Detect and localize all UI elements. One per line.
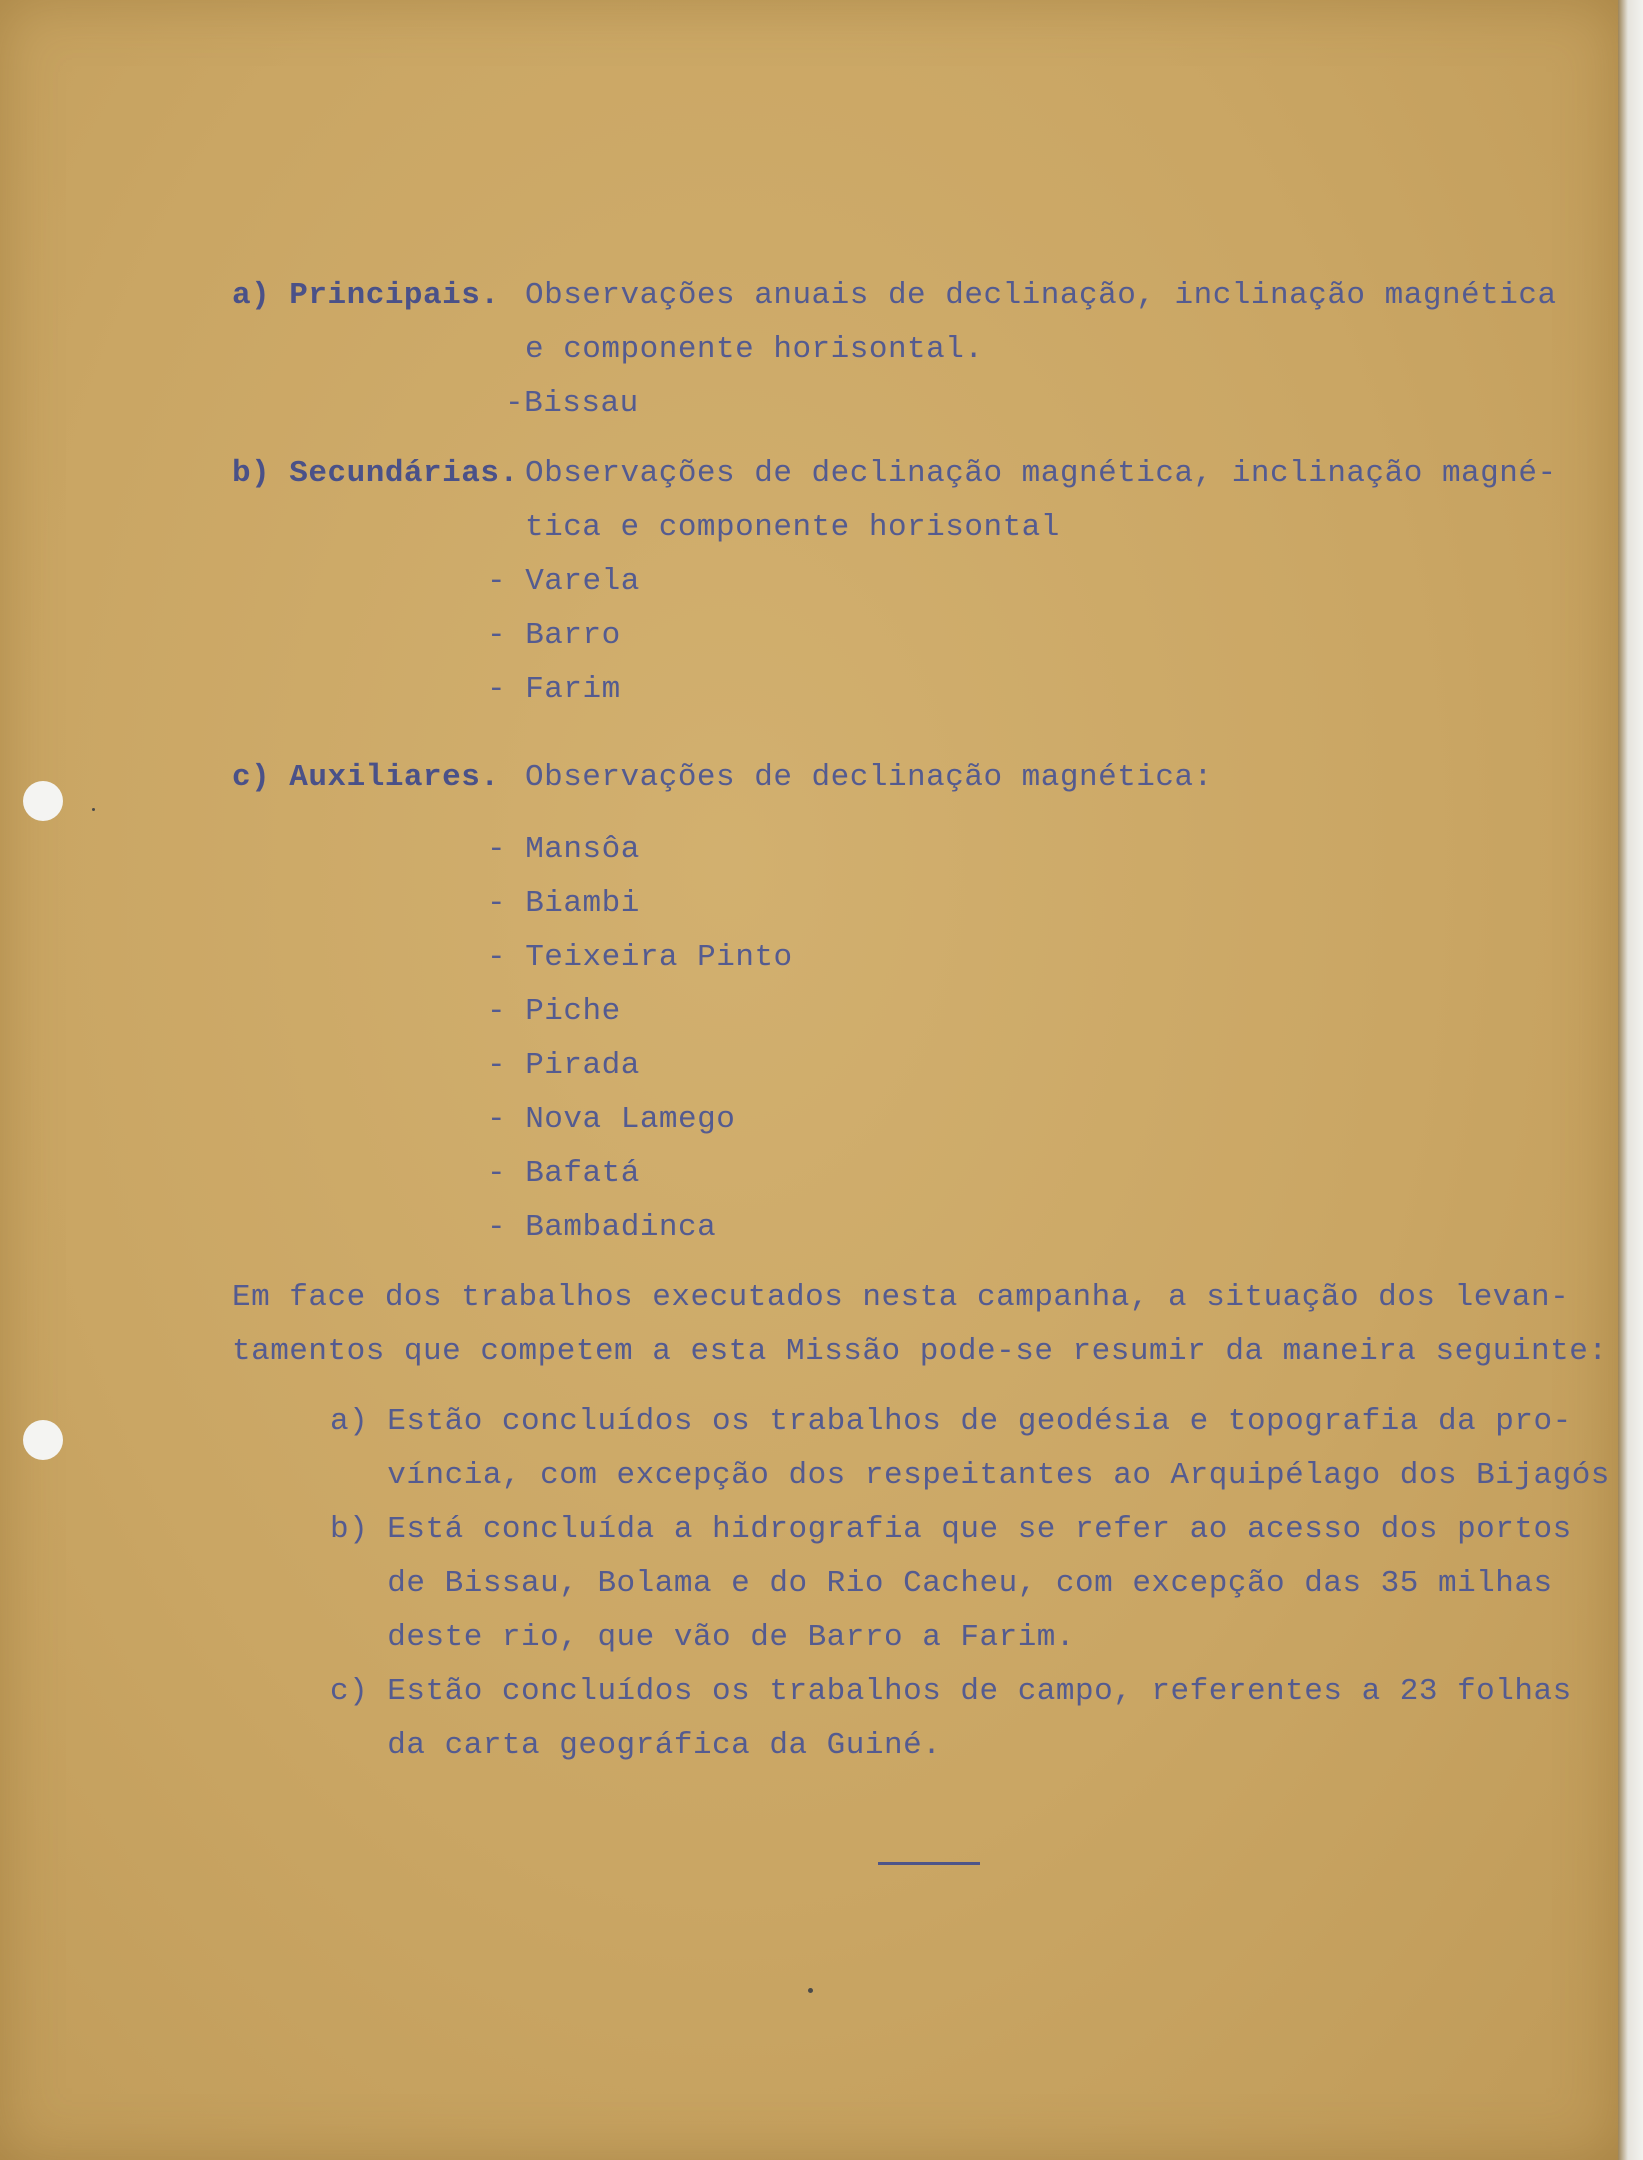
conclusion-line: de Bissau, Bolama e do Rio Cacheu, com excepção das 35 milhas	[330, 1566, 1553, 1601]
conclusion-line: a) Estão concluídos os trabalhos de geodésia e topografia da pro-	[330, 1404, 1572, 1439]
summary-line-1: Em face dos trabalhos executados nesta campanha, a situação dos levan-	[232, 1280, 1570, 1315]
section-b-label: b) Secundárias.	[232, 456, 519, 491]
conclusion-line: da carta geográfica da Guiné.	[330, 1728, 942, 1763]
conclusion-line: b) Está concluída a hidrografia que se refer ao acesso dos portos	[330, 1512, 1572, 1547]
section-a-line-2: e componente horisontal.	[525, 332, 984, 367]
station-item: - Nova Lamego	[487, 1102, 736, 1137]
ink-speck	[808, 1988, 813, 1993]
conclusion-line: víncia, com excepção dos respeitantes ao Arquipélago dos Bijagós	[330, 1458, 1610, 1493]
punch-hole-bottom	[23, 1420, 63, 1460]
page-edge	[1618, 0, 1643, 2160]
summary-line-2: tamentos que competem a esta Missão pode-se resumir da maneira seguinte:	[232, 1334, 1608, 1369]
station-item: - Mansôa	[487, 832, 640, 867]
section-a-label: a) Principais.	[232, 278, 500, 313]
station-item: - Pirada	[487, 1048, 640, 1083]
punch-hole-top	[23, 781, 63, 821]
section-b-line-1: Observações de declinação magnética, inclinação magné-	[525, 456, 1557, 491]
station-item: - Teixeira Pinto	[487, 940, 793, 975]
station-item: - Barro	[487, 618, 621, 653]
section-c-line-1: Observações de declinação magnética:	[525, 760, 1213, 795]
station-item: - Varela	[487, 564, 640, 599]
section-a-line-1: Observações anuais de declinação, inclinação magnética	[525, 278, 1557, 313]
station-item: -Bissau	[505, 386, 639, 421]
station-item: - Piche	[487, 994, 621, 1029]
conclusion-line: deste rio, que vão de Barro a Farim.	[330, 1620, 1076, 1655]
closing-rule	[878, 1862, 980, 1865]
conclusion-line: c) Estão concluídos os trabalhos de campo, referentes a 23 folhas	[330, 1674, 1572, 1709]
station-item: - Biambi	[487, 886, 640, 921]
station-item: - Farim	[487, 672, 621, 707]
station-item: - Bambadinca	[487, 1210, 717, 1245]
ink-speck	[92, 808, 95, 811]
station-item: - Bafatá	[487, 1156, 640, 1191]
section-c-label: c) Auxiliares.	[232, 760, 500, 795]
section-b-line-2: tica e componente horisontal	[525, 510, 1060, 545]
